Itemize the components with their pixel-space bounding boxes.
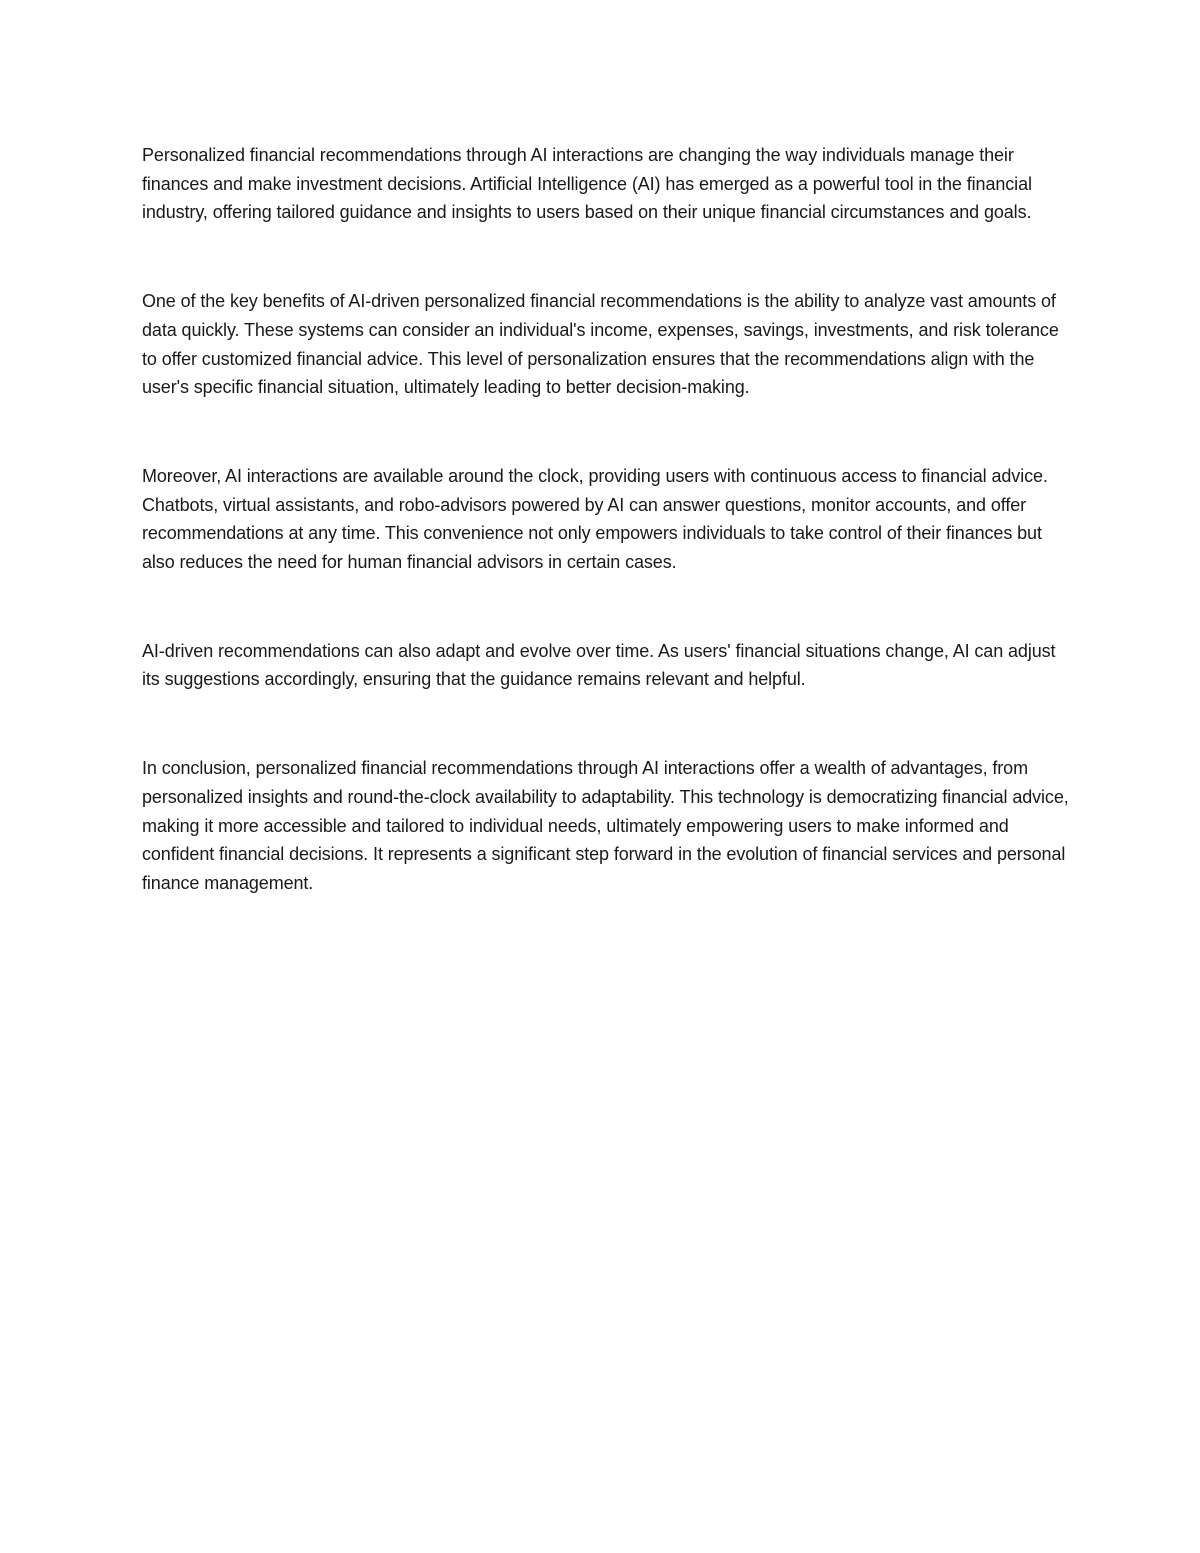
paragraph-intro: Personalized financial recommendations through AI interactions are changing the way individuals manage their finances and make investment decisions. Artificial Intelligence (AI) has emerged as a powerful tool in the financial industry, offering tailored guidance and insights to users based on their unique financial circumstances and goals. — [142, 145, 1032, 223]
paragraph-conclusion: In conclusion, personalized financial recommendations through AI interactions offer a wealth of advantages, from personalized insights and round-the-clock availability to adaptability. This technology is democratizing financial advice, making it more accessible and tailored to individual needs, ultimately empowering users to make informed and confident financial decisions. It represents a significant step forward in the evolution of financial services and personal finance management. — [142, 758, 1069, 893]
paragraph-adaptability: AI-driven recommendations can also adapt and evolve over time. As users' financial situations change, AI can adjust its suggestions accordingly, ensuring that the guidance remains relevant and helpful. — [142, 640, 1056, 690]
paragraph-availability: Moreover, AI interactions are available around the clock, providing users with continuous access to financial advice. Chatbots, virtual assistants, and robo-advisors powered by AI can answer questions, monitor accounts, and offer recommendations at any time. This convenience not only empowers individuals to take control of their finances but also reduces the need for human financial advisors in certain cases. — [142, 465, 1048, 573]
document-body — [142, 141, 1072, 898]
paragraph-benefits: One of the key benefits of AI-driven personalized financial recommendations is the ability to analyze vast amounts of data quickly. These systems can consider an individual's income, expenses, savings, investments, and risk tolerance to offer customized financial advice. This level of personalization ensures that the recommendations align with the user's specific financial situation, ultimately leading to better decision-making. — [142, 291, 1059, 398]
